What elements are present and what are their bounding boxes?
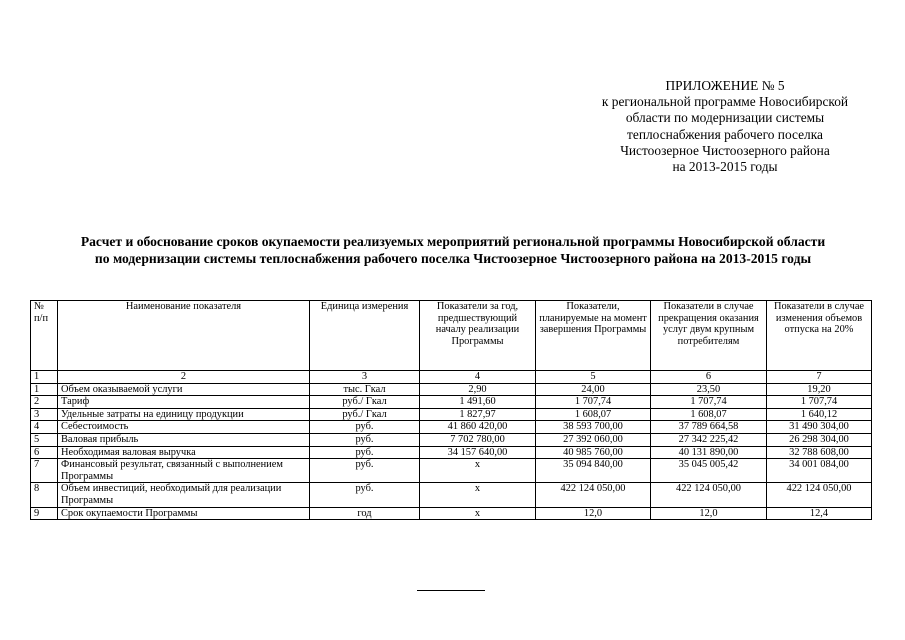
appendix-line: к региональной программе Новосибирской [601,94,849,110]
header-cell-number: № п/п [31,301,58,371]
row-number-cell: 2 [31,396,58,409]
column-number: 4 [420,371,536,384]
unit-cell: тыс. Гкал [310,383,420,396]
row-number-cell: 7 [31,459,58,483]
row-number-cell: 1 [31,383,58,396]
previous-year-cell: 2,90 [420,383,536,396]
unit-cell: руб. [310,483,420,507]
previous-year-cell: 1 491,60 [420,396,536,409]
row-number-cell: 6 [31,446,58,459]
indicator-name-cell: Удельные затраты на единицу продукции [58,408,310,421]
column-number: 5 [536,371,651,384]
unit-cell: руб./ Гкал [310,396,420,409]
termination-cell: 40 131 890,00 [651,446,767,459]
unit-cell: руб. [310,421,420,434]
unit-cell: руб. [310,459,420,483]
row-number-cell: 3 [31,408,58,421]
table-row [31,507,872,520]
unit-cell: год [310,507,420,520]
planned-cell: 40 985 760,00 [536,446,651,459]
planned-cell: 35 094 840,00 [536,459,651,483]
planned-cell: 38 593 700,00 [536,421,651,434]
indicator-name-cell: Себестоимость [58,421,310,434]
planned-cell: 1 608,07 [536,408,651,421]
indicator-name-cell: Срок окупаемости Программы [58,507,310,520]
footer-rule [417,590,485,591]
volume-change-cell: 34 001 084,00 [767,459,872,483]
previous-year-cell: х [420,459,536,483]
header-cell-unit: Единица измерения [310,301,420,371]
termination-cell: 1 608,07 [651,408,767,421]
header-cell-termination: Показатели в случае прекращения оказания услуг двум крупным потребителям [651,301,767,371]
previous-year-cell: 34 157 640,00 [420,446,536,459]
table-row [31,396,872,409]
planned-cell: 24,00 [536,383,651,396]
indicator-name-cell: Объем инвестиций, необходимый для реализации Программы [58,483,310,507]
unit-cell: руб. [310,446,420,459]
table-row [31,383,872,396]
termination-cell: 422 124 050,00 [651,483,767,507]
previous-year-cell: 7 702 780,00 [420,433,536,446]
indicator-name-cell: Объем оказываемой услуги [58,383,310,396]
termination-cell: 12,0 [651,507,767,520]
table-body [31,383,872,520]
previous-year-cell: х [420,507,536,520]
planned-cell: 27 392 060,00 [536,433,651,446]
termination-cell: 23,50 [651,383,767,396]
appendix-line: Чистоозерное Чистоозерного района [620,142,830,158]
table-row [31,433,872,446]
termination-cell: 35 045 005,42 [651,459,767,483]
table-header-row [31,301,872,371]
title-line-1: Расчет и обоснование сроков окупаемости реализуемых мероприятий региональной программы Новосибирской области [80,234,826,249]
row-number-cell: 4 [31,421,58,434]
unit-cell: руб./ Гкал [310,408,420,421]
volume-change-cell: 26 298 304,00 [767,433,872,446]
table-row [31,483,872,507]
volume-change-cell: 19,20 [767,383,872,396]
column-number: 7 [767,371,872,384]
header-cell-planned: Показатели, планируемые на момент завершения Программы [536,301,651,371]
volume-change-cell: 422 124 050,00 [767,483,872,507]
row-number-cell: 9 [31,507,58,520]
payback-table [30,300,872,520]
unit-cell: руб. [310,433,420,446]
indicator-name-cell: Тариф [58,396,310,409]
termination-cell: 27 342 225,42 [651,433,767,446]
table-row [31,446,872,459]
termination-cell: 1 707,74 [651,396,767,409]
appendix-number: ПРИЛОЖЕНИЕ № 5 [665,78,785,93]
volume-change-cell: 31 490 304,00 [767,421,872,434]
column-number: 2 [58,371,310,384]
volume-change-cell: 1 707,74 [767,396,872,409]
column-number: 3 [310,371,420,384]
appendix-line: области по модернизации системы [625,110,825,126]
volume-change-cell: 1 640,12 [767,408,872,421]
row-number-cell: 8 [31,483,58,507]
indicator-name-cell: Финансовый результат, связанный с выполнением Программы [58,459,310,483]
header-cell-indicator: Наименование показателя [58,301,310,371]
previous-year-cell: 1 827,97 [420,408,536,421]
appendix-header [560,78,890,175]
table-row [31,408,872,421]
previous-year-cell: х [420,483,536,507]
column-number: 6 [651,371,767,384]
planned-cell: 1 707,74 [536,396,651,409]
column-numbers-row [31,371,872,384]
document-title [20,233,886,267]
header-cell-volume-change: Показатели в случае изменения объемов отпуска на 20% [767,301,872,371]
column-number: 1 [31,371,58,384]
volume-change-cell: 12,4 [767,507,872,520]
termination-cell: 37 789 664,58 [651,421,767,434]
row-number-cell: 5 [31,433,58,446]
previous-year-cell: 41 860 420,00 [420,421,536,434]
title-line-2: по модернизации системы теплоснабжения рабочего поселка Чистоозерное Чистоозерного района на 2013-2015 годы [94,251,812,266]
appendix-line: на 2013-2015 годы [672,159,778,175]
indicator-name-cell: Необходимая валовая выручка [58,446,310,459]
planned-cell: 12,0 [536,507,651,520]
volume-change-cell: 32 788 608,00 [767,446,872,459]
table-row [31,459,872,483]
appendix-line: теплоснабжения рабочего поселка [627,126,823,142]
planned-cell: 422 124 050,00 [536,483,651,507]
indicator-name-cell: Валовая прибыль [58,433,310,446]
header-cell-previous-year: Показатели за год, предшествующий началу реализации Программы [420,301,536,371]
table-row [31,421,872,434]
